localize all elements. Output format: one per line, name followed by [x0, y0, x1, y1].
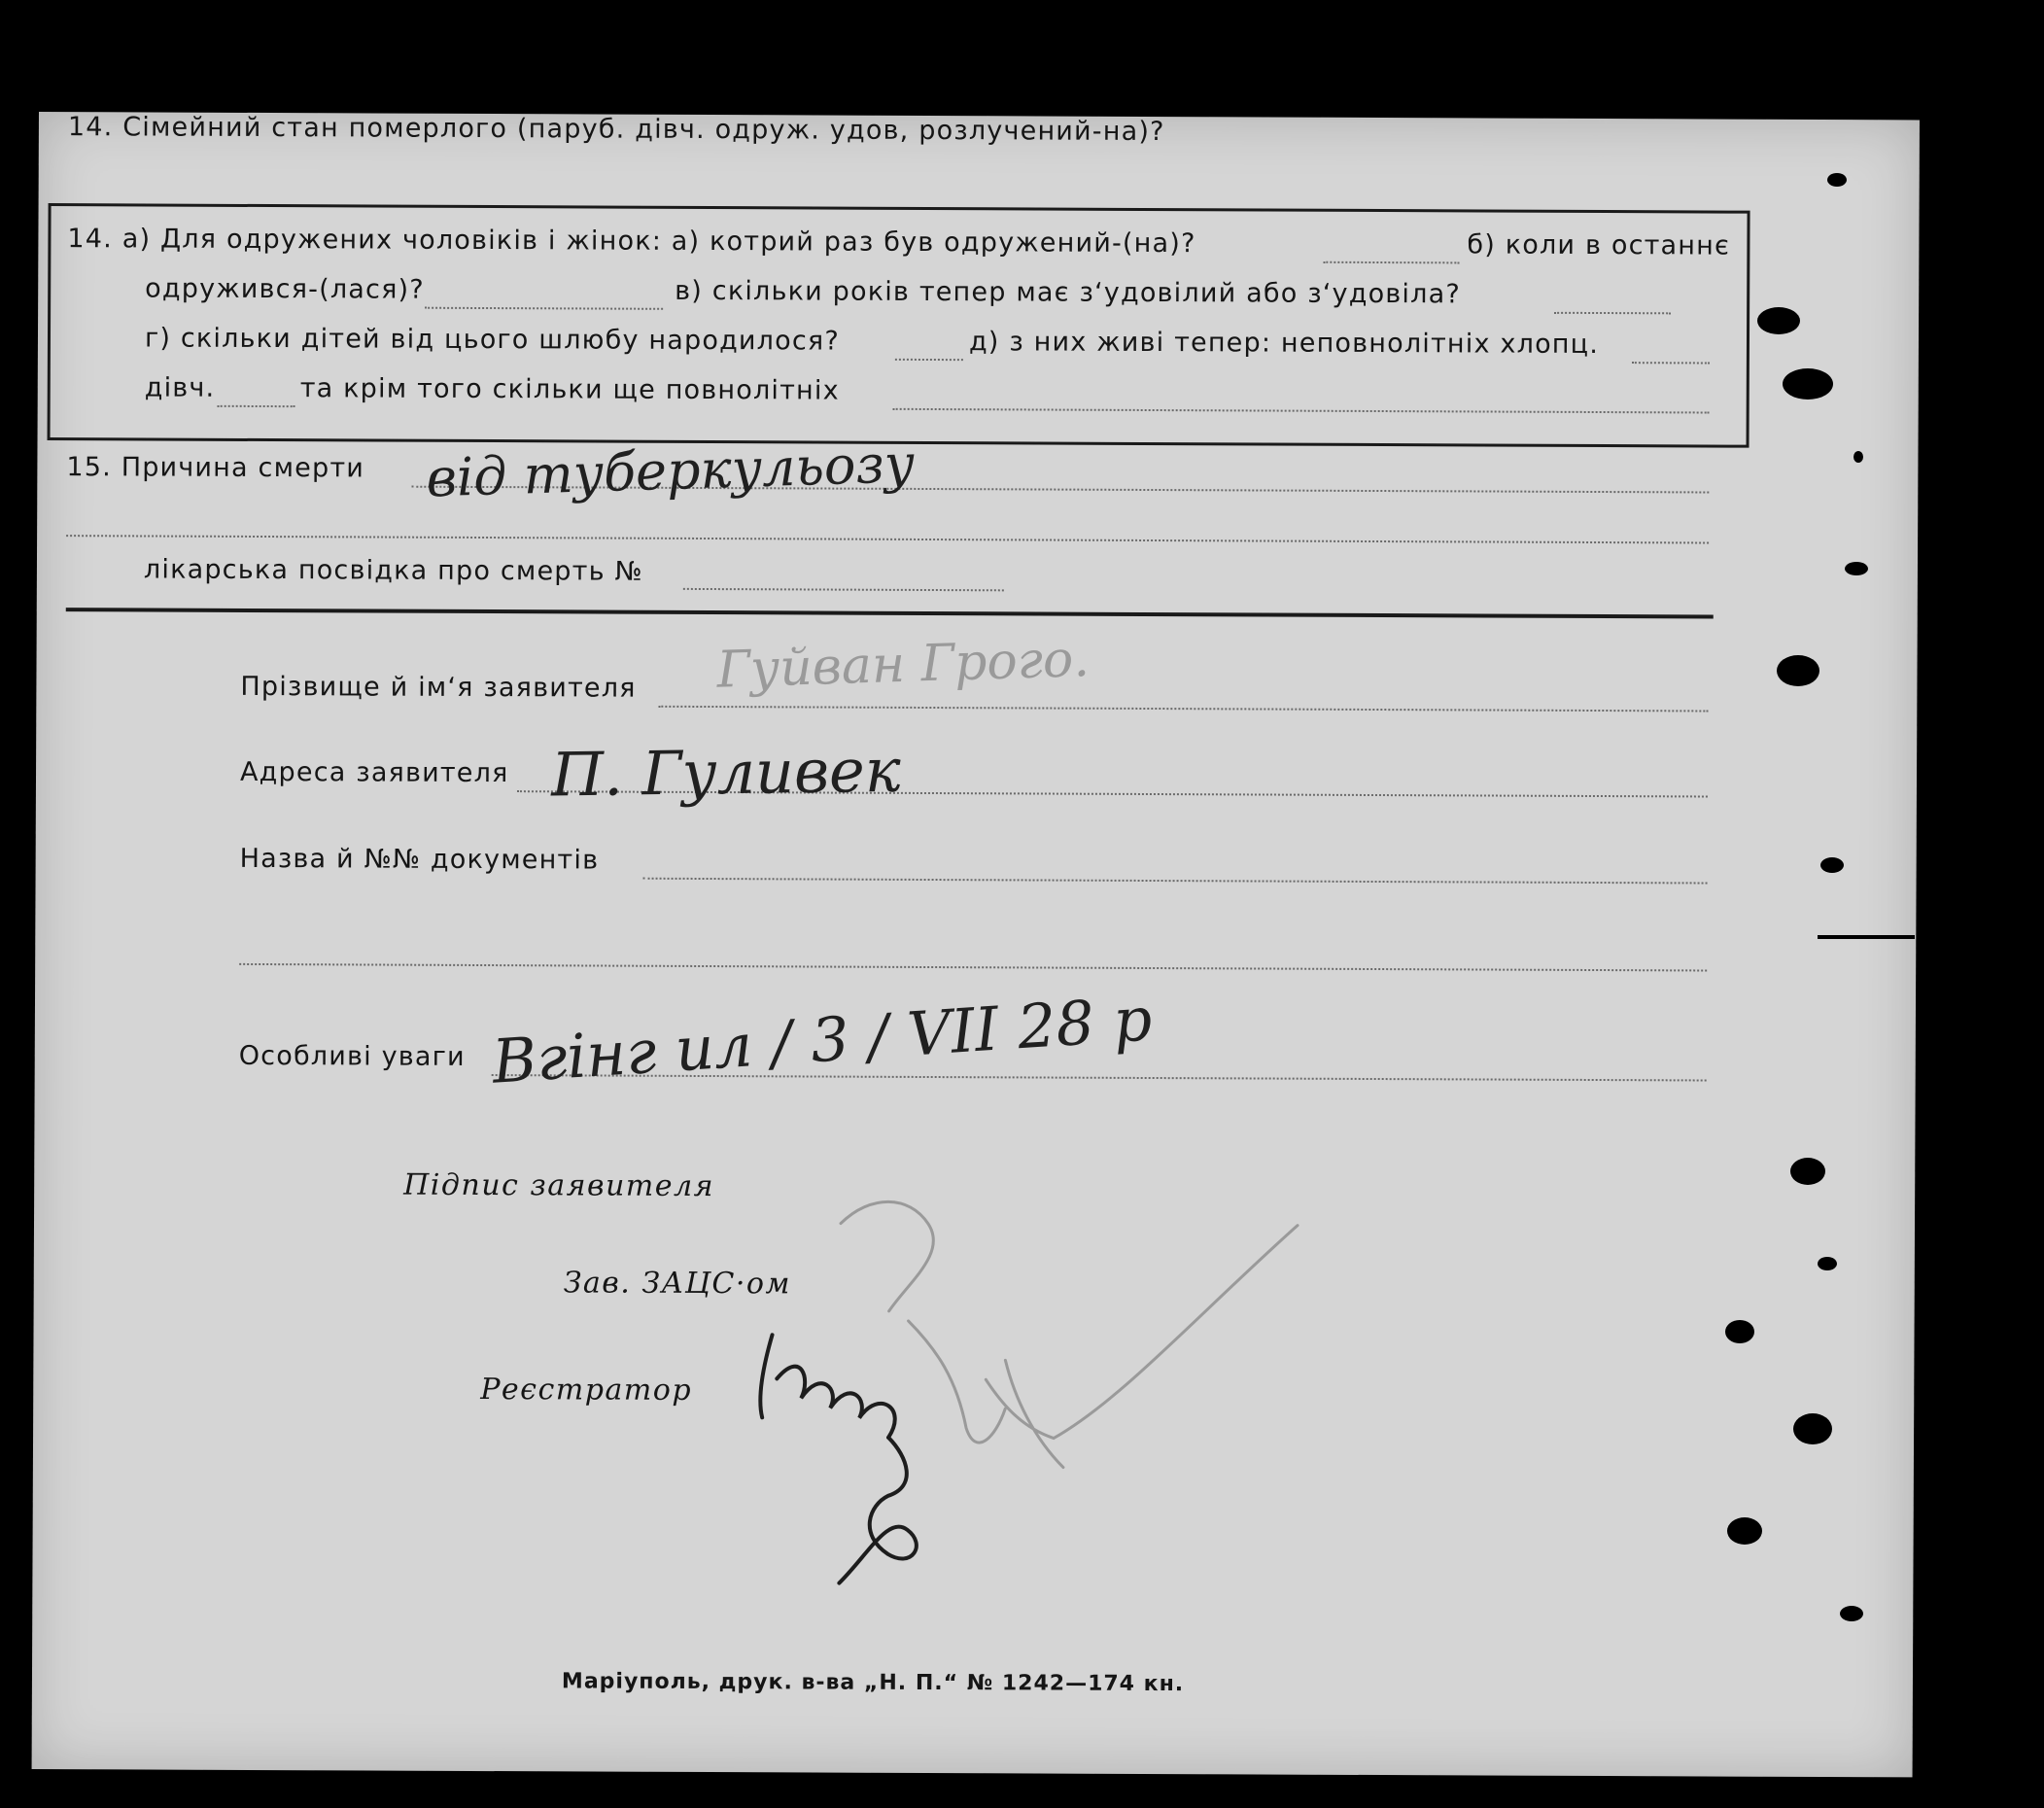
handwritten-special-notes: Вгінг ил / 3 / VII 28 р [490, 983, 1155, 1097]
punch-hole [1853, 451, 1863, 463]
q14a-line4b: та крім того скільки ще повнолітніх [299, 373, 840, 406]
applicant-name-label: Прізвище й ім‘я заявителя [240, 671, 637, 704]
applicant-address-label: Адреса заявителя [239, 756, 509, 789]
punch-hole [1790, 1158, 1825, 1185]
printer-imprint: Маріуполь, друк. в-ва „Н. П.“ № 1242—174 кн. [561, 1669, 1185, 1697]
handwritten-cause-of-death: від туберкульозу [425, 433, 916, 509]
special-notes-label: Особливі уваги [238, 1040, 466, 1072]
punch-hole [1725, 1320, 1754, 1343]
q15-cause-of-death: 15. Причина смерти [66, 452, 365, 484]
q14a-line3b: д) з них живі тепер: неповнолітніх хлопц. [968, 327, 1600, 361]
documents-label: Назва й №№ документів [239, 843, 600, 876]
punch-hole [1827, 173, 1847, 187]
q14a-line1b: б) коли в останнє [1467, 229, 1731, 261]
punch-hole [1820, 857, 1844, 873]
punch-hole [1783, 368, 1833, 400]
q14a-line1a: 14. а) Для одружених чоловіків і жінок: а) котрий раз був одружений-(на)? [67, 224, 1196, 260]
punch-hole [1757, 307, 1800, 334]
q14a-line4a: дівч. [144, 372, 216, 403]
punch-hole [1777, 655, 1819, 686]
zags-head-label: Зав. ЗАЦС·ом [563, 1266, 791, 1302]
q14a-line2a: одружився-(лася)? [145, 273, 425, 305]
punch-hole [1840, 1606, 1863, 1621]
medical-certificate: лікарська посвідка про смерть № [143, 554, 643, 587]
registrar-label: Реєстратор [480, 1372, 693, 1408]
punch-hole [1845, 562, 1868, 575]
q14a-line2b: в) скільки років тепер має з‘удовілий або з‘удовіла? [675, 275, 1461, 310]
applicant-signature-label: Підпис заявителя [403, 1167, 715, 1204]
q14-marital-status: 14. Сімейний стан померлого (паруб. дівч. одруж. удов, розлучений-на)? [67, 112, 1165, 148]
edge-tear [1818, 935, 1915, 939]
punch-hole [1727, 1517, 1762, 1545]
punch-hole [1818, 1257, 1837, 1270]
handwritten-applicant-name: Гуйван Грого. [715, 630, 1091, 700]
q14a-line3a: г) скільки дітей від цього шлюбу народилося? [144, 323, 840, 357]
punch-hole [1793, 1413, 1832, 1444]
handwritten-applicant-address: П. Гуливек [550, 734, 902, 811]
